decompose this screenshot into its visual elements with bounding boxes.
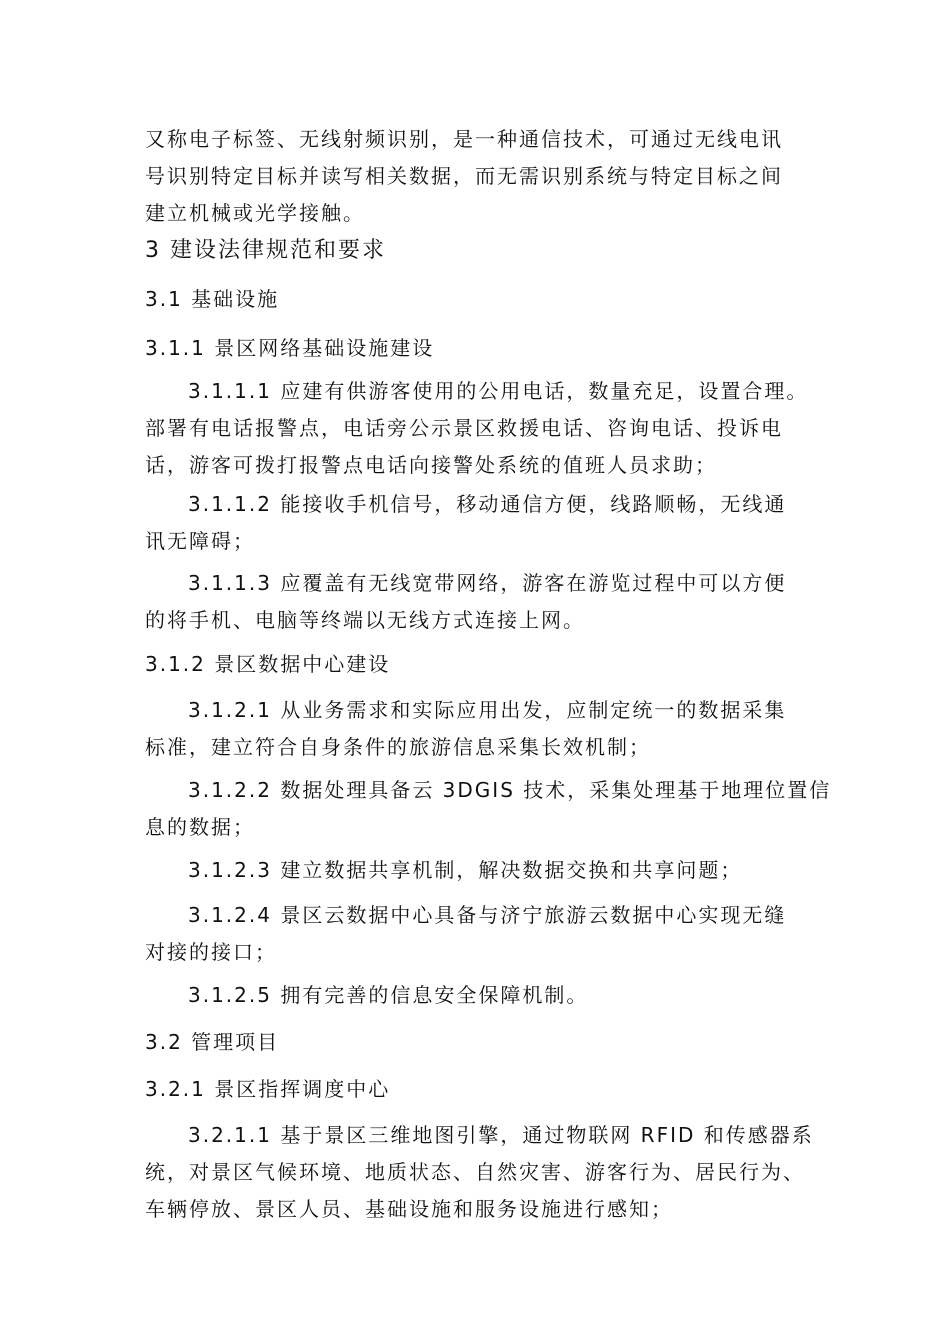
text-line: 3.1.2.5 拥有完善的信息安全保障机制。 [188,983,589,1007]
heading-text: 3.1.2 景区数据中心建设 [145,652,391,676]
paragraph-3-1-2-4 [145,897,825,971]
paragraph-3-2-1-1 [145,1117,825,1228]
text-line: 部署有电话报警点，电话旁公示景区救援电话、咨询电话、投诉电 [145,416,783,440]
paragraph-3-1-2-5 [145,977,825,1014]
text-line: 标准，建立符合自身条件的旅游信息采集长效机制； [145,735,651,759]
heading-text: 3.2 管理项目 [145,1030,280,1054]
text-line: 3.1.2.1 从业务需求和实际应用出发，应制定统一的数据采集 [188,698,787,722]
text-line: 的将手机、电脑等终端以无线方式连接上网。 [145,608,585,632]
heading-text: 3.1.1 景区网络基础设施建设 [145,336,435,360]
heading-3-2 [145,1024,825,1061]
text-line: 统，对景区气候环境、地质状态、自然灾害、游客行为、居民行为、 [145,1160,805,1184]
heading-3-2-1 [145,1071,825,1108]
heading-text: 3.1 基础设施 [145,287,280,311]
paragraph-intro [145,121,825,232]
heading-text: 3 建设法律规范和要求 [145,238,386,263]
text-line: 号识别特定目标并读写相关数据，而无需识别系统与特定目标之间 [145,164,783,188]
heading-3-1-1 [145,330,825,367]
heading-3-1 [145,281,825,318]
heading-text: 3.2.1 景区指挥调度中心 [145,1077,391,1101]
text-line: 话，游客可拨打报警点电话向接警处系统的值班人员求助； [145,453,717,477]
text-line: 建立机械或光学接触。 [145,201,365,225]
text-line: 3.1.2.2 数据处理具备云 3DGIS 技术，采集处理基于地理位置信 [188,778,832,802]
text-line: 讯无障碍； [145,529,255,553]
text-line: 3.1.2.3 建立数据共享机制，解决数据交换和共享问题； [188,858,743,882]
paragraph-3-1-1-2 [145,486,825,560]
paragraph-3-1-2-2 [145,772,832,846]
text-line: 3.1.2.4 景区云数据中心具备与济宁旅游云数据中心实现无缝 [188,903,787,927]
paragraph-3-1-2-1 [145,692,825,766]
paragraph-3-1-1-1 [145,373,825,484]
text-line: 对接的接口； [145,940,277,964]
text-line: 3.2.1.1 基于景区三维地图引擎，通过物联网 RFID 和传感器系 [188,1123,814,1147]
text-line: 息的数据； [145,815,255,839]
text-line: 3.1.1.3 应覆盖有无线宽带网络，游客在游览过程中可以方便 [188,571,787,595]
text-line: 又称电子标签、无线射频识别，是一种通信技术，可通过无线电讯 [145,127,783,151]
heading-3-1-2 [145,646,825,683]
text-line: 3.1.1.2 能接收手机信号，移动通信方便，线路顺畅，无线通 [188,492,787,516]
heading-3 [145,232,825,269]
text-line: 3.1.1.1 应建有供游客使用的公用电话，数量充足，设置合理。 [188,379,809,403]
paragraph-3-1-2-3 [145,852,825,889]
text-line: 车辆停放、景区人员、基础设施和服务设施进行感知； [145,1197,673,1221]
paragraph-3-1-1-3 [145,565,825,639]
